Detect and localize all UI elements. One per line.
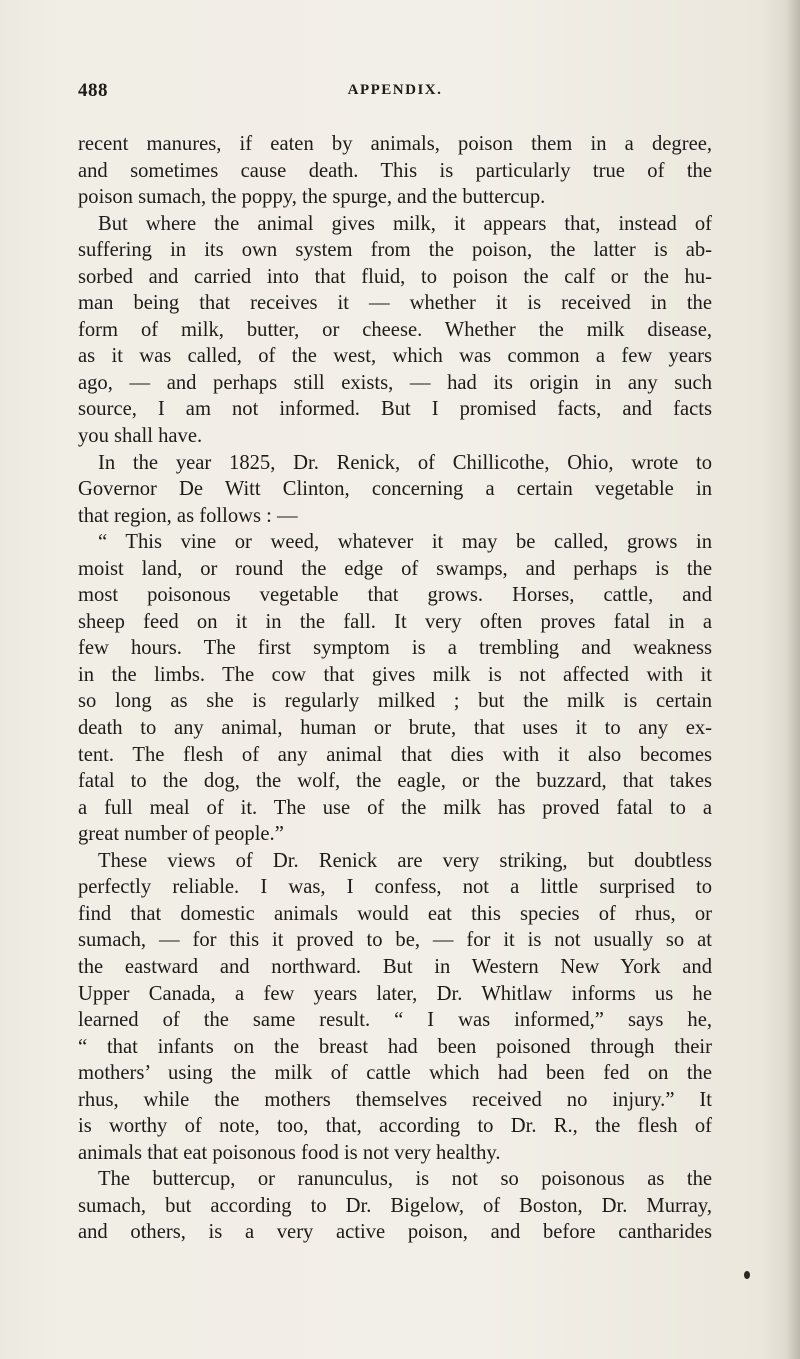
- text-line: “ that infants on the breast had been poisoned through their: [78, 1035, 712, 1058]
- text-line: tent. The flesh of any animal that dies with it also becomes: [78, 743, 712, 766]
- page-number: 488: [78, 80, 108, 101]
- text-line: moist land, or round the edge of swamps, and perhaps is the: [78, 557, 712, 580]
- text-line: great number of people.”: [78, 823, 284, 846]
- text-line: most poisonous vegetable that grows. Horses, cattle, and: [78, 584, 712, 607]
- page-header: [78, 80, 712, 106]
- text-line: But where the animal gives milk, it appears that, instead of: [98, 212, 712, 235]
- text-line: fatal to the dog, the wolf, the eagle, or the buzzard, that takes: [78, 770, 712, 793]
- text-line: in the limbs. The cow that gives milk is not affected with it: [78, 663, 712, 686]
- text-line: source, I am not informed. But I promised facts, and facts: [78, 398, 712, 421]
- text-line: rhus, while the mothers themselves received no injury.” It: [78, 1088, 712, 1111]
- text-line: and others, is a very active poison, and before cantharides: [78, 1221, 712, 1244]
- text-line: form of milk, butter, or cheese. Whether the milk disease,: [78, 318, 712, 341]
- text-line: Upper Canada, a few years later, Dr. Whitlaw informs us he: [78, 982, 712, 1005]
- text-line: mothers’ using the milk of cattle which had been fed on the: [78, 1062, 712, 1085]
- text-line: learned of the same result. “ I was informed,” says he,: [78, 1009, 712, 1032]
- text-line: find that domestic animals would eat this species of rhus, or: [78, 902, 712, 925]
- text-line: death to any animal, human or brute, that uses it to any ex-: [78, 717, 712, 740]
- text-line: sorbed and carried into that fluid, to poison the calf or the hu-: [78, 265, 712, 288]
- text-line: The buttercup, or ranunculus, is not so poisonous as the: [98, 1168, 712, 1191]
- text-line: ago, — and perhaps still exists, — had its origin in any such: [78, 371, 712, 394]
- ink-speck: [744, 1271, 750, 1279]
- text-line: Governor De Witt Clinton, concerning a certain vegetable in: [78, 478, 712, 501]
- text-line: the eastward and northward. But in Western New York and: [78, 955, 712, 978]
- text-line: so long as she is regularly milked ; but the milk is certain: [78, 690, 712, 713]
- text-line: These views of Dr. Renick are very striking, but doubtless: [98, 849, 712, 872]
- text-line: man being that receives it — whether it is received in the: [78, 292, 712, 315]
- text-line: that region, as follows : —: [78, 504, 298, 527]
- text-line: you shall have.: [78, 425, 203, 448]
- text-line: In the year 1825, Dr. Renick, of Chillicothe, Ohio, wrote to: [98, 451, 712, 474]
- body-text: [78, 131, 712, 1246]
- text-line: perfectly reliable. I was, I confess, not a little surprised to: [78, 876, 712, 899]
- text-line: is worthy of note, too, that, according to Dr. R., the flesh of: [78, 1115, 712, 1138]
- text-line: recent manures, if eaten by animals, poison them in a degree,: [78, 133, 712, 155]
- running-head: APPENDIX.: [347, 82, 443, 98]
- text-line: sumach, — for this it proved to be, — for it is not usually so at: [78, 929, 712, 952]
- text-line: “ This vine or weed, whatever it may be called, grows in: [98, 531, 712, 554]
- text-line: a full meal of it. The use of the milk has proved fatal to a: [78, 796, 712, 819]
- text-line: suffering in its own system from the poison, the latter is ab-: [78, 239, 712, 262]
- text-line: few hours. The first symptom is a trembling and weakness: [78, 637, 712, 660]
- text-line: sheep feed on it in the fall. It very often proves fatal in a: [78, 610, 712, 633]
- text-line: animals that eat poisonous food is not very healthy.: [78, 1141, 501, 1164]
- page-edge-shadow: [786, 0, 800, 1359]
- text-line: sumach, but according to Dr. Bigelow, of Boston, Dr. Murray,: [78, 1194, 712, 1217]
- text-line: and sometimes cause death. This is particularly true of the: [78, 159, 712, 182]
- text-line: as it was called, of the west, which was common a few years: [78, 345, 712, 368]
- text-line: poison sumach, the poppy, the spurge, and the buttercup.: [78, 186, 546, 209]
